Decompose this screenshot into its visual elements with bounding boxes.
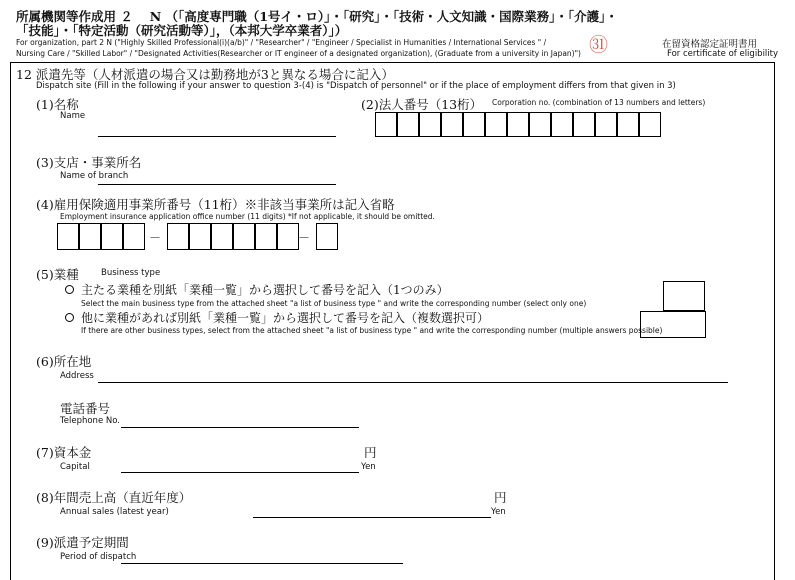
insurance-separator-2: － (298, 231, 311, 245)
corp-number-cell[interactable] (485, 112, 507, 137)
insurance-number-cell[interactable] (316, 223, 338, 250)
corp-number-cell[interactable] (595, 112, 617, 137)
frame-right-line (774, 62, 775, 580)
corp-number-cell[interactable] (617, 112, 639, 137)
business-label-jp: (5)業種 (36, 267, 79, 282)
name-label-jp: (1)名称 (36, 97, 79, 112)
phone-label-en: Telephone No. (60, 416, 120, 426)
insurance-number-cell[interactable] (189, 223, 211, 250)
address-label-jp: (6)所在地 (36, 354, 92, 369)
phone-label-jp: 電話番号 (60, 401, 111, 416)
sales-unit-jp: 円 (494, 490, 507, 505)
insurance-number-cell[interactable] (233, 223, 255, 250)
corp-number-cell[interactable] (639, 112, 661, 137)
sales-label-jp: (8)年間売上高（直近年度） (36, 490, 192, 505)
header-right-jp: 在留資格認定証明書用 (662, 39, 758, 50)
insurance-number-cell[interactable] (277, 223, 299, 250)
business-other-radio[interactable] (65, 313, 74, 322)
phone-input-line[interactable] (121, 427, 359, 428)
section-title: 12 派遣先等（人材派遣の場合又は勤務地が3と異なる場合に記入） (16, 67, 394, 82)
capital-input-line[interactable] (121, 472, 359, 473)
insurance-label-en: Employment insurance application office number (11 digits) *If not applicable, it should be omitted. (60, 212, 435, 221)
capital-label-en: Capital (60, 462, 90, 472)
insurance-number-cell[interactable] (123, 223, 145, 250)
corp-number-cell[interactable] (529, 112, 551, 137)
insurance-number-cell[interactable] (255, 223, 277, 250)
business-main-jp: 主たる業種を別紙「業種一覧」から選択して番号を記入（1つのみ） (81, 283, 449, 297)
sales-label-en: Annual sales (latest year) (60, 507, 169, 517)
corp-number-cell[interactable] (397, 112, 419, 137)
header-en-line2: Nursing Care / "Skilled Labor" / "Designated Activities(Researcher or IT engineer of a designated organization), (Graduate from a university in Japan)") (16, 49, 581, 58)
branch-input-line[interactable] (98, 184, 336, 185)
corp-number-cell[interactable] (573, 112, 595, 137)
frame-top-line (10, 62, 775, 63)
section-subtitle: Dispatch site (Fill in the following if your answer to question 3-(4) is "Dispatch of personnel" or if the place of employment differs from that given in 3) (36, 81, 676, 91)
insurance-number-cell[interactable] (211, 223, 233, 250)
header-title-line1: 所属機関等作成用 ２ N （「高度専門職（1号イ・ロ）」・「研究」・「技術・人文知識・国際業務」・「介護」・ (16, 9, 618, 24)
insurance-separator-1: － (149, 231, 162, 245)
insurance-number-cell[interactable] (101, 223, 123, 250)
corp-label-en: Corporation no. (combination of 13 numbers and letters) (492, 98, 706, 107)
page-number: ㉛ (589, 34, 609, 56)
corp-label-jp: (2)法人番号（13桁） (361, 97, 483, 112)
insurance-number-cell[interactable] (167, 223, 189, 250)
corp-number-cell[interactable] (375, 112, 397, 137)
period-input-line[interactable] (121, 563, 403, 564)
name-input-line[interactable] (98, 136, 336, 137)
corp-number-cell[interactable] (551, 112, 573, 137)
header-title-line2: 「技能」・「特定活動（研究活動等）」，（本邦大学卒業者）」） (16, 23, 348, 38)
business-label-en: Business type (101, 268, 161, 278)
address-input-line[interactable] (98, 382, 728, 383)
insurance-number-cell[interactable] (57, 223, 79, 250)
capital-label-jp: (7)資本金 (36, 445, 92, 460)
period-label-jp: (9)派遣予定期間 (36, 535, 129, 550)
name-label-en: Name (60, 111, 86, 121)
period-label-en: Period of dispatch (60, 552, 137, 562)
insurance-number-cell[interactable] (79, 223, 101, 250)
header-right-en: For certificate of eligibility (667, 49, 779, 59)
branch-label-en: Name of branch (60, 171, 129, 181)
corp-number-cell[interactable] (463, 112, 485, 137)
corp-number-cell[interactable] (441, 112, 463, 137)
business-other-en: If there are other business types, select from the attached sheet "a list of business type " and write the corresponding number (multiple answers possible) (81, 326, 663, 335)
capital-unit-en: Yen (361, 462, 376, 472)
corp-number-cell[interactable] (507, 112, 529, 137)
header-en-line1: For organization, part 2 N ("Highly Skilled Professional(i)(a/b)" / "Researcher" / "Engineer / Specialist in Humanities / International Services " / (16, 38, 547, 47)
sales-unit-en: Yen (491, 507, 506, 517)
business-other-box[interactable] (640, 311, 706, 338)
business-other-jp: 他に業種があれば別紙「業種一覧」から選択して番号を記入（複数選択可） (81, 311, 490, 325)
address-label-en: Address (60, 371, 94, 381)
business-main-radio[interactable] (65, 285, 74, 294)
frame-left-line (10, 62, 11, 580)
capital-unit-jp: 円 (364, 445, 377, 460)
insurance-label-jp: (4)雇用保険適用事業所番号（11桁）※非該当事業所は記入省略 (36, 197, 395, 212)
business-main-box[interactable] (663, 281, 705, 311)
branch-label-jp: (3)支店・事業所名 (36, 155, 142, 170)
sales-input-line[interactable] (253, 517, 491, 518)
corp-number-cell[interactable] (419, 112, 441, 137)
business-main-en: Select the main business type from the attached sheet "a list of business type " and write the corresponding number (select only one) (81, 299, 587, 308)
